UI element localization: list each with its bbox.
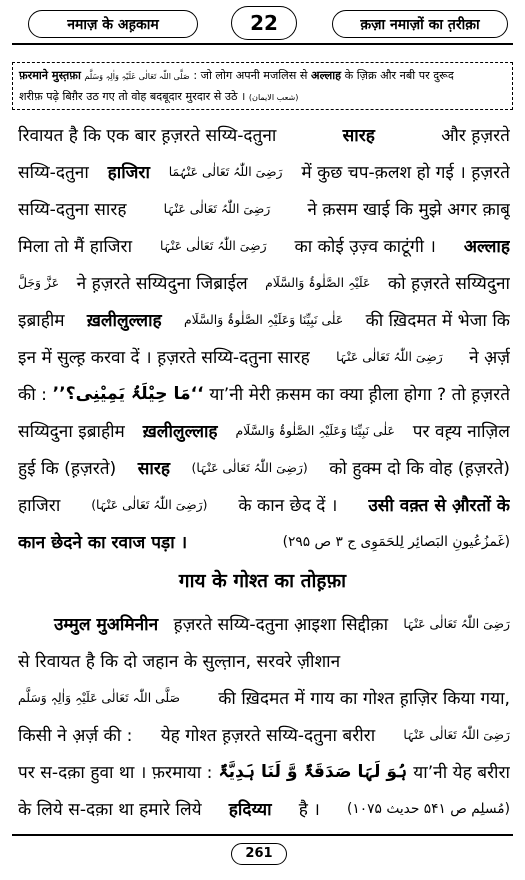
chapter-title-left: नमाज़ के अह़काम: [28, 10, 198, 38]
line-arabic: رَضِیَ اللّٰہُ تَعَالٰی عَنْہَا: [403, 728, 510, 742]
section-heading: गाय के गोश्त का तोह़फ़ा: [178, 570, 347, 592]
line-text: पर स-दक़ा हुवा था । फ़रमाया :: [18, 762, 213, 783]
text-line: [18, 264, 510, 302]
text-line: [18, 753, 510, 791]
quote-line1-end: के ज़िक्र और नबी पर दुरूद: [344, 69, 454, 82]
line-text: की :: [18, 384, 47, 405]
page-number-top: 22: [231, 6, 297, 40]
header-rule: [12, 43, 513, 45]
text-line: [18, 190, 510, 228]
line-arabic-bold: ہُوَ لَہَا صَدَقَۃٌ وَّ لَنَا ہَدِیَّۃٌ: [218, 762, 408, 782]
line-arabic: عَزَّ وَجَلَّ: [18, 276, 60, 290]
line-text: या’नी मेरी क़सम का क्या ह़ीला होगा ? तो ह़ज़रते: [209, 384, 510, 405]
line-text: किसी ने अ़र्ज़ की :: [18, 725, 133, 746]
reference-citation: (غَمزُعُیونِ البَصائِر لِلحَمَوِی ج ۳ ص ۲۹۵): [282, 534, 510, 550]
line-text: इन में सुल्ह़ करवा दें । ह़ज़रते सय्यि-दतुना सारह: [18, 347, 310, 368]
line-text: ने ह़ज़रते सय्यिदुना जिब्राईल: [76, 273, 248, 294]
line-text: पर वह़्य नाज़िल: [412, 421, 510, 442]
line-bold: सारह: [137, 458, 170, 479]
line-bold: ख़लीलुल्लाह: [86, 310, 162, 331]
line-arabic: (رَضِیَ اللّٰہُ تَعَالٰی عَنْہَا): [191, 461, 308, 475]
quote-allah: अल्लाह: [311, 69, 342, 82]
quote-line1: : जो लोग अपनी मजलिस से: [193, 69, 308, 82]
page-number-bottom: 261: [231, 843, 287, 865]
line-arabic: رَضِیَ اللّٰہُ تَعَالٰی عَنْہُمَا: [168, 165, 283, 179]
line-arabic: صَلَّی اللّٰہ تَعَالٰی عَلَیْہِ وَاٰلِہٖ وَسَلَّم: [18, 691, 180, 705]
line-text: ने अ़र्ज़: [469, 347, 510, 368]
text-line: [18, 642, 510, 680]
chapter-title-right: क़ज़ा नमाज़ों का त़रीक़ा: [332, 10, 508, 38]
text-line: [18, 523, 510, 561]
line-text: को ह़ज़रते सय्यिदुना: [387, 273, 510, 294]
text-line: [18, 412, 510, 450]
line-text: सय्यि-दतुना: [18, 162, 89, 183]
footer-rule: [12, 834, 513, 836]
line-text: है ।: [298, 799, 320, 820]
line-bold: कान छेदने का रवाज पड़ा ।: [18, 532, 188, 553]
line-text: में कुछ चप-क़लश हो गई । ह़ज़रते: [301, 162, 510, 183]
line-text: और ह़ज़रते: [441, 125, 510, 146]
line-bold: हाजिरा: [107, 162, 150, 183]
quote-salawat: صَلَّی اللّٰہ تَعَالٰی عَلَیْہِ وَاٰلِہٖ وَسَلَّم: [84, 72, 190, 81]
line-text: इब्राहीम: [18, 310, 65, 331]
line-arabic: رَضِیَ اللّٰہُ تَعَالٰی عَنْہَا: [403, 617, 510, 631]
line-text: या’नी येह बरीरा: [413, 762, 510, 783]
line-text: रिवायत है कि एक बार ह़ज़रते सय्यि-दतुना: [18, 125, 277, 146]
text-line: [18, 116, 510, 154]
line-bold: हदिय्या: [228, 799, 272, 820]
line-arabic-bold: ‘‘مَا حِیْلَۃُ یَمِیْنِی؟’’: [52, 384, 204, 404]
line-text: की ख़िदमत में भेजा कि: [365, 310, 510, 331]
line-arabic: رَضِیَ اللّٰہُ تَعَالٰی عَنْہَا: [163, 202, 271, 216]
quote-lead: फ़रमाने मुस्त़फ़ा: [19, 69, 81, 82]
line-text: का कोई उ़ज़्व काटूंगी ।: [294, 236, 436, 257]
text-line: [18, 338, 510, 376]
line-text: सय्यि-दतुना सारह: [18, 199, 127, 220]
text-line: [18, 486, 510, 524]
line-text: हुई कि (ह़ज़रते): [18, 458, 117, 479]
quote-line2: शरीफ़ पढ़े बिग़ैर उठ गए तो वोह बदबूदार मुरदार से उठे ।: [19, 90, 246, 103]
reference-citation: (مُسلِم ص ۵۴۱ حدیث ۱۰۷۵): [347, 801, 510, 817]
text-line: [18, 716, 510, 754]
line-bold: ख़लीलुल्लाह: [142, 421, 218, 442]
text-line: [18, 605, 510, 643]
text-line: [18, 790, 510, 828]
text-line: [18, 449, 510, 487]
line-text: की ख़िदमत में गाय का गोश्त ह़ाज़िर किया गया,: [218, 688, 510, 709]
line-arabic: (رَضِیَ اللّٰہُ تَعَالٰی عَنْہَا): [91, 498, 208, 512]
line-arabic: عَلٰی نَبِیِّنَا وَعَلَیْہِ الصَّلٰوۃُ وَالسَّلَام: [235, 424, 395, 438]
line-bold: सारह: [342, 125, 375, 146]
line-arabic: عَلَیْہِ الصَّلٰوۃُ وَالسَّلَام: [265, 276, 371, 290]
line-text: ने क़सम खाई कि मुझे अगर क़ाबू: [307, 199, 510, 220]
hadith-quote-box: [12, 62, 513, 110]
quote-source: (شعب الایمان): [248, 93, 299, 102]
line-bold: अल्लाह: [463, 236, 510, 257]
line-text: येह गोश्त ह़ज़रते सय्यि-दतुना बरीरा: [160, 725, 376, 746]
text-line: [18, 679, 510, 717]
line-bold: उसी वक़्त से औ़रतों के: [368, 495, 510, 516]
line-arabic: رَضِیَ اللّٰہُ تَعَالٰی عَنْہَا: [160, 239, 267, 253]
line-text: से रिवायत है कि दो जहान के सुल्त़ान, सरवरे ज़ीशान: [18, 651, 341, 672]
line-text: हाजिरा: [18, 495, 61, 516]
line-text: ह़ज़रते सय्यि-दतुना आ़इशा सिद्दीक़ा: [173, 614, 389, 635]
line-arabic: رَضِیَ اللّٰہُ تَعَالٰی عَنْہَا: [336, 350, 443, 364]
line-bold: उम्मुल मुअमिनीन: [54, 614, 159, 635]
text-line: [18, 153, 510, 191]
line-arabic: عَلٰی نَبِیِّنَا وَعَلَیْہِ الصَّلٰوۃُ وَالسَّلَام: [183, 313, 344, 327]
line-text: को हुक्म दो कि वोह (ह़ज़रते): [329, 458, 510, 479]
text-line: [18, 375, 510, 413]
line-text: मिला तो मैं हाजिरा: [18, 236, 133, 257]
text-line: [18, 227, 510, 265]
line-text: के लिये स-दक़ा था हमारे लिये: [18, 799, 202, 820]
text-line: [18, 301, 510, 339]
line-text: सय्यिदुना इब्राहीम: [18, 421, 125, 442]
line-text: के कान छेद दें ।: [238, 495, 338, 516]
